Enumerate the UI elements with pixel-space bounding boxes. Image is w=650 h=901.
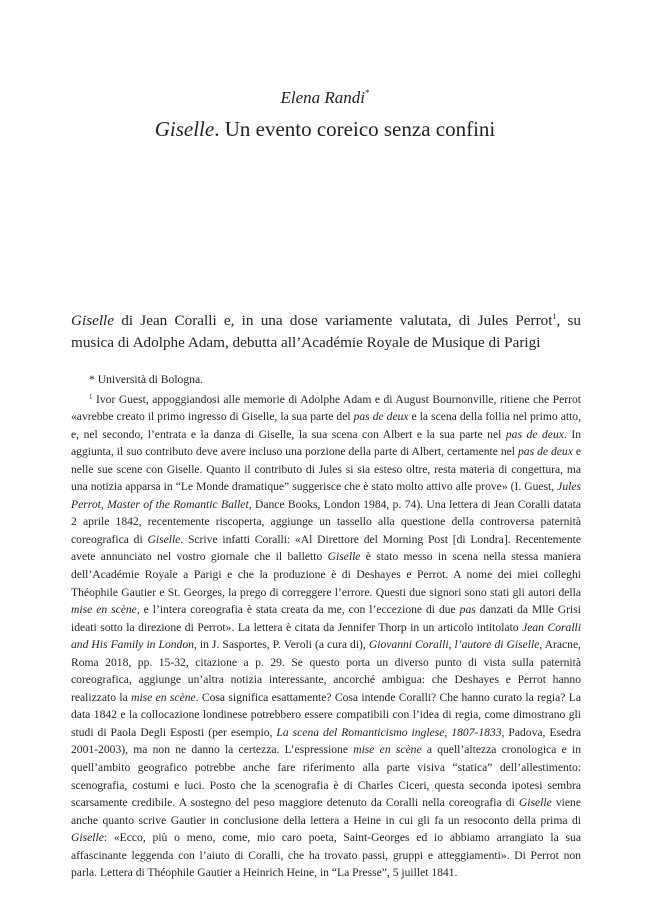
note-italic: mise en scène <box>131 690 196 704</box>
note-text: a quell’altezza cronologica e in quell’ambito geografico potrebbe anche fare riferimento alla parte visiva “statica” dell’allestimento: scenografia, costumi e luci. Posto che la scenografia è di Charles Ciceri, questa seconda ipotesi sembra scarsamente credibile. A sostegno del peso maggiore detenuto da Coralli nella coreografia di <box>71 743 581 810</box>
note-italic: mise en scène <box>71 603 137 617</box>
author-name: Elena Randi <box>280 88 365 107</box>
note-text: . Cosa significa esattamente? Cosa intende Coralli? Che hanno curato la regia? La data 1842 e la collocazione londinese potrebbero essere compatibili con l’idea di regia, come dimostrano gli studi di Paola Degli Esposti (per esempio, <box>71 690 581 739</box>
note-italic: pas de deux <box>518 445 573 459</box>
note-text: . In aggiunta, il suo contributo deve avere incluso una porzione della parte di Albert, certamente nel <box>71 427 581 459</box>
body-text-segment: , su musica di Adolphe Adam, debutta all’Académie Royale de Musique di Parigi <box>71 312 581 351</box>
footnote-1-marker: 1 <box>89 392 93 401</box>
note-italic: pas <box>459 603 476 617</box>
author-line <box>0 88 650 108</box>
note-text: . Scrive infatti Coralli: «Al Direttore del Morning Post [di Londra]. Recentemente avete annunciato nel vostro giornale che il balletto <box>71 532 581 564</box>
note-text: Ivor Guest, appoggiandosi alle memorie di Adolphe Adam e di August Bournonville, ritiene che Perrot «avrebbe creato il primo ingresso di Giselle, la sua parte del <box>71 392 581 424</box>
article-title <box>0 117 650 142</box>
note-italic: pas de deux <box>505 427 564 441</box>
note-text: , in J. Sasportes, P. Veroli (a cura di), <box>193 638 369 652</box>
note-italic: Giselle <box>327 550 361 564</box>
note-text: , Padova, Esedra 2001-2003), ma non ne danno la certezza. L’espressione <box>71 725 581 757</box>
note-text: viene anche quanto scrive Gautier in conclusione della lettera a Heine in cui gli fa un resoconto della prima di <box>71 796 581 827</box>
body-paragraph <box>71 306 581 353</box>
note-italic: Giovanni Coralli, l’autore di Giselle <box>368 638 540 652</box>
note-italic: pas de deux <box>353 410 409 424</box>
author-footnote-mark: * <box>365 88 370 98</box>
footnote-reference[interactable]: 1 <box>552 312 557 321</box>
body-text-segment: di Jean Coralli e, in una dose variamente valutata, di Jules Perrot <box>114 312 553 329</box>
note-text: e nelle sue scene con Giselle. Quanto il contributo di Jules si sia esteso oltre, resta materia di congettura, ma una notizia apparsa in “Le Monde dramatique” suggerisce che è stato molto attivo alle prove» (I. Guest, <box>71 445 582 494</box>
footnote-1 <box>71 389 581 882</box>
body-work-name: Giselle <box>71 312 115 329</box>
note-text: e la scena della follia nel primo atto, e, nel secondo, l’entrata e la danza di Giselle, la sua scena con Albert e la sua parte nel <box>71 410 581 441</box>
note-text: : «Ecco, più o meno, come, mio caro poeta, Saint-Georges ed io abbiamo arrangiato la sua affascinante leggenda con l’aiuto di Coralli, che ha trovato passi, gruppi e atteggiamenti». Di Perrot non parla. Lettera di Théophile Gautier a Heinrich Heine, in “La Presse”, 5 juillet 1841. <box>71 831 581 880</box>
note-text: , Dance Books, London 1984, p. 74). Una lettera di Jean Coralli datata 2 aprile 1842, recentemente riscoperta, aggiunge un tassello alla questione della controversa paternità coreografica di <box>71 497 581 546</box>
note-italic: La scena del Romanticismo inglese, 1807-1833 <box>276 725 502 739</box>
note-italic: Jules Perrot, Master of the Romantic Ballet <box>71 480 581 511</box>
note-italic: mise en scène <box>353 743 422 757</box>
note-italic: Giselle <box>518 796 552 810</box>
note-italic: Jean Coralli and His Family in London <box>71 620 581 652</box>
note-text: , e l’intera coreografia è stata creata da me, con l’eccezione di due <box>136 603 460 617</box>
footnote-affiliation: * Università di Bologna. <box>89 373 203 386</box>
note-text: è stato messo in scena nella stessa maniera dell’Académie Royale a Parigi e che la produzione è di Deshayes e Perrot. A nome dei miei colleghi Théophile Gautier e St. Georges, la prego di correggere l’errore. Questi due signori sono stati gli autori della <box>71 550 581 599</box>
footnotes <box>71 371 581 882</box>
note-text: , Aracne, Roma 2018, pp. 15-32, citazione a p. 29. Se questo porta un diverso punto di vista sulla paternità coreografica, aggiunge un’altra notizia interessante, ancorché ambigua: che Deshayes e Perrot hanno realizzato la <box>71 638 582 704</box>
note-italic: Giselle <box>71 831 104 845</box>
title-subtitle: . Un evento coreico senza confini <box>214 117 496 141</box>
note-text: danzati da Mlle Grisi ideati sotto la direzione di Perrot». La lettera è citata da Jennifer Thorp in un articolo intitolato <box>71 603 581 634</box>
title-work-name: Giselle <box>154 117 215 141</box>
note-italic: Giselle <box>147 532 181 546</box>
